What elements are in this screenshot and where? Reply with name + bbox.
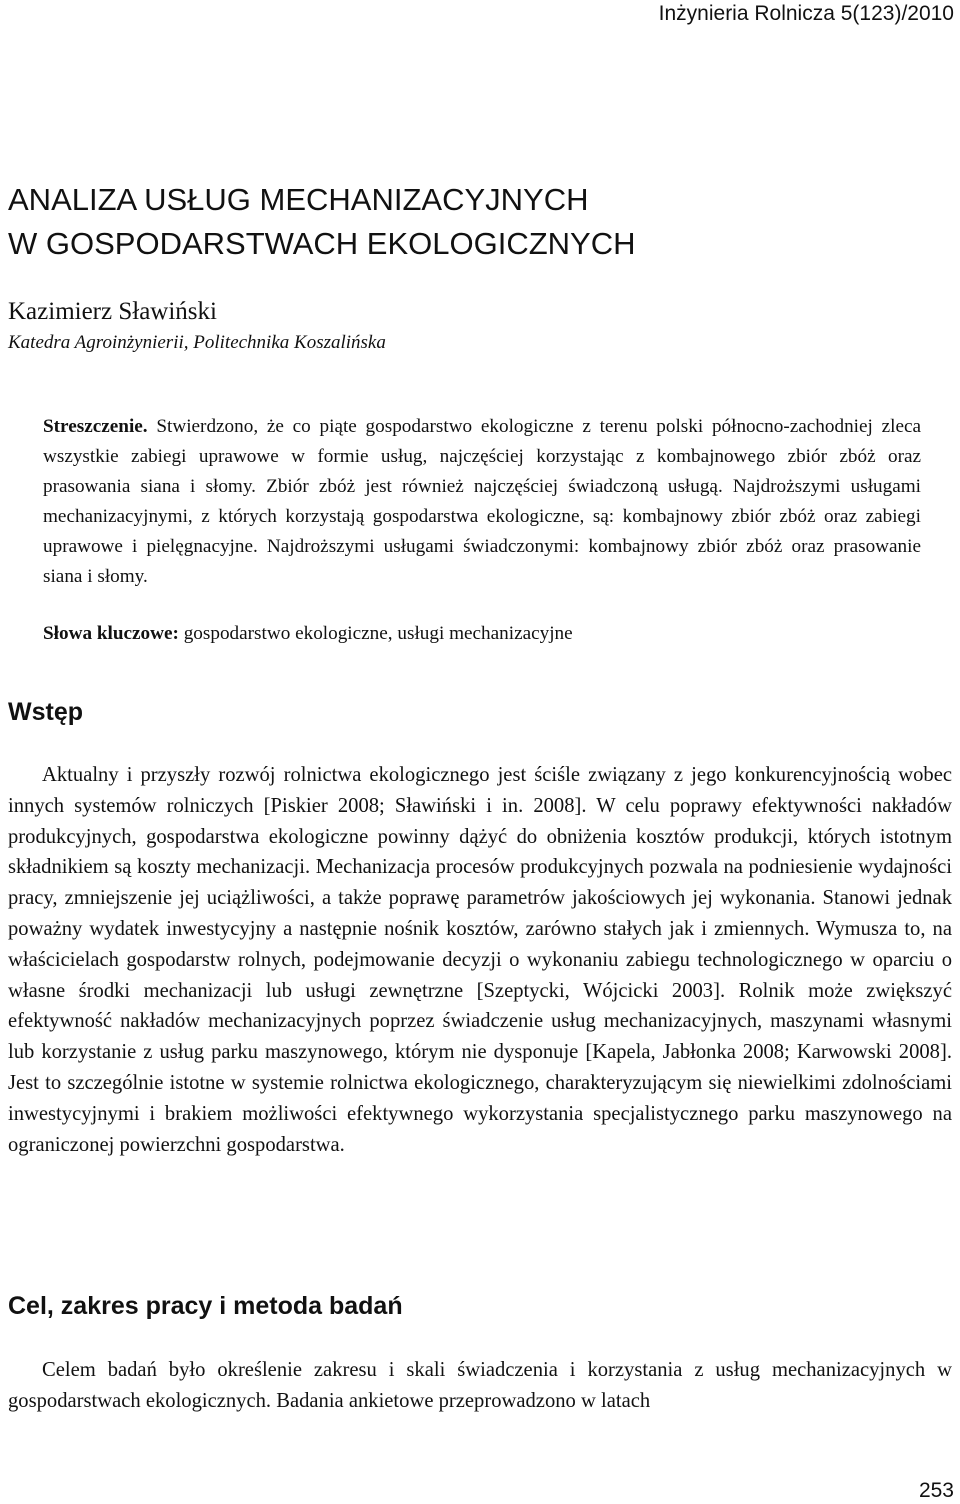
running-head: Inżynieria Rolnicza 5(123)/2010: [658, 2, 954, 25]
author-name: Kazimierz Sławiński: [8, 298, 217, 325]
keywords-label: Słowa kluczowe:: [43, 623, 179, 644]
method-paragraph: Celem badań było określenie zakresu i skali świadczenia i korzystania z usług mechanizacyjnych w gospodarstwach ekologicznych. Badania ankietowe przeprowadzono w latach: [8, 1359, 952, 1412]
abstract-text: Stwierdzono, że co piąte gospodarstwo ekologiczne z terenu polski północno-zachodniej zleca wszystkie zabiegi uprawowe w formie usług, najczęściej korzystając z kombajnowego zbiór zbóż oraz prasowania siana i słomy. Zbiór zbóż jest również najczęściej świadczoną usługą. Najdroższymi usługami mechanizacyjnymi, z których korzystają gospodarstwa ekologiczne, są: kombajnowy zbiór zbóż oraz zabiegi uprawowe i pielęgnacyjne. Najdroższymi usługami świadczonymi: kombajnowy zbiór zbóż oraz prasowanie siana i słomy.: [43, 416, 921, 587]
intro-paragraph: Aktualny i przyszły rozwój rolnictwa ekologicznego jest ściśle związany z jego konkurencyjnością wobec innych systemów rolniczych [Piskier 2008; Sławiński i in. 2008]. W celu poprawy efektywności nakładów produkcyjnych, gospodarstwa ekologiczne powinny dążyć do obniżenia kosztów produkcji, których istotnym składnikiem są koszty mechanizacji. Mechanizacja procesów produkcyjnych pozwala na podniesienie wydajności pracy, zmniejszenie jej uciążliwości, a także poprawę parametrów jakościowych jej wykonania. Stanowi jednak poważny wydatek inwestycyjny a następnie nośnik kosztów, zarówno stałych jak i zmiennych. Wymusza to, na właścicielach gospodarstw rolnych, podejmowanie decyzji o wykonaniu zabiegu technologicznego w oparciu o własne środki mechanizacji lub usługi zewnętrzne [Szeptycki, Wójcicki 2003]. Rolnik może zwiększyć efektywność nakładów mechanizacyjnych poprzez świadczenie usług mechanizacyjnych, maszynami własnymi lub korzystanie z usług parku maszynowego, którym nie dysponuje [Kapela, Jabłonka 2008; Karwowski 2008]. Jest to szczególnie istotne w systemie rolnictwa ekologicznego, charakteryzującym się niewielkimi zdolnościami inwestycyjnymi i brakiem możliwości efektywnego wykorzystania specjalistycznego parku maszynowego na ograniczonej powierzchni gospodarstwa.: [8, 764, 952, 1156]
author-affiliation: Katedra Agroinżynierii, Politechnika Koszalińska: [8, 332, 386, 353]
abstract-label: Streszczenie.: [43, 416, 148, 437]
section-heading-method: Cel, zakres pracy i metoda badań: [8, 1292, 403, 1320]
section-heading-intro: Wstęp: [8, 698, 83, 726]
keywords-text: gospodarstwo ekologiczne, usługi mechanizacyjne: [178, 623, 573, 644]
keywords: [43, 619, 921, 649]
article-title: [8, 178, 948, 266]
title-line-1: ANALIZA USŁUG MECHANIZACYJNYCH: [8, 182, 589, 217]
title-line-2: W GOSPODARSTWACH EKOLOGICZNYCH: [8, 226, 636, 261]
abstract: [43, 412, 921, 592]
page-number: 253: [918, 1479, 954, 1502]
